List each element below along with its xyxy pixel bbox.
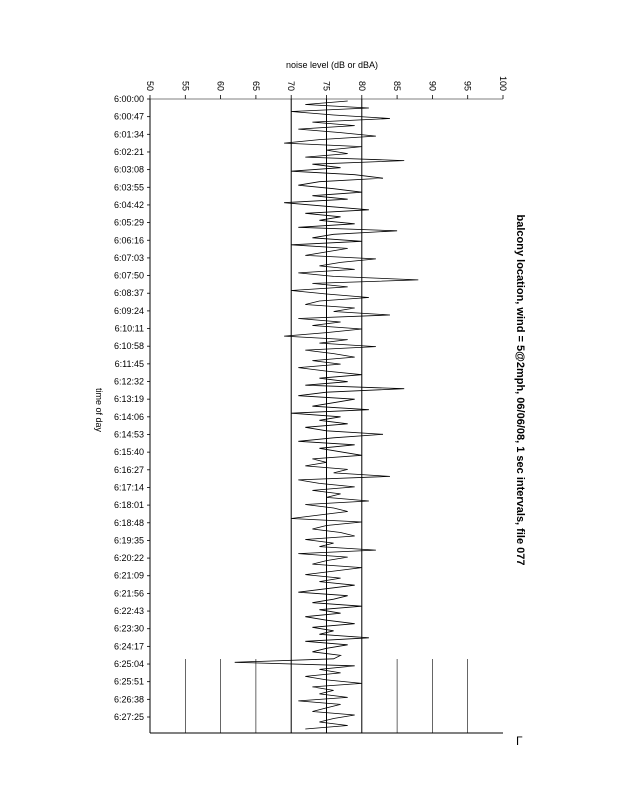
x-tick-label: 60 (215, 80, 226, 91)
y-tick-label: 6:12:32 (113, 376, 144, 387)
y-tick-label: 6:06:16 (113, 235, 144, 246)
y-tick-label: 6:24:17 (113, 641, 144, 652)
x-tick-label: 95 (462, 80, 473, 91)
y-tick-label: 6:22:43 (113, 606, 144, 617)
y-tick-label: 6:10:11 (114, 323, 144, 334)
y-tick-label: 6:20:22 (113, 553, 144, 564)
y-tick-label: 6:16:27 (113, 464, 144, 475)
y-tick-label: 6:25:04 (113, 659, 144, 670)
x-axis-title: noise level (dB or dBA) (285, 60, 379, 70)
y-tick-label: 6:07:50 (113, 270, 144, 281)
y-tick-label: 6:03:55 (113, 182, 144, 193)
y-tick-label: 6:18:01 (113, 500, 144, 511)
y-tick-label: 6:03:08 (113, 164, 144, 175)
y-tick-label: 6:13:19 (113, 394, 144, 405)
y-tick-label: 6:27:25 (113, 712, 144, 722)
y-tick-label: 6:05:29 (113, 217, 144, 228)
y-tick-label: 6:19:35 (113, 535, 144, 546)
y-tick-label: 6:23:30 (113, 623, 144, 634)
y-tick-label: 6:21:09 (113, 570, 144, 581)
y-tick-label: 6:00:00 (113, 94, 144, 104)
y-tick-label: 6:25:51 (113, 676, 144, 687)
y-tick-label: 6:02:21 (113, 146, 144, 157)
x-tick-label: 70 (286, 80, 297, 91)
y-tick-label: 6:07:03 (113, 252, 144, 263)
y-tick-label: 6:01:34 (113, 129, 144, 140)
x-tick-label: 50 (145, 80, 155, 91)
y-tick-label: 6:04:42 (113, 199, 144, 210)
x-tick-label: 85 (392, 80, 403, 91)
page-corner-mark: Γ (516, 734, 523, 748)
y-tick-label: 6:09:24 (113, 305, 144, 316)
x-tick-label: 100 (498, 75, 508, 91)
y-tick-label: 6:10:58 (113, 341, 144, 352)
y-tick-label: 6:18:48 (113, 517, 144, 528)
y-tick-label: 6:21:56 (113, 588, 144, 599)
y-tick-label: 6:14:06 (113, 411, 144, 422)
chart-title: balcony location, wind = 5@2mph, 06/06/08, 1 sec intervals, file 077 (514, 214, 526, 566)
x-tick-label: 55 (180, 80, 191, 91)
y-tick-label: 6:26:38 (113, 694, 144, 705)
y-tick-label: 6:14:53 (113, 429, 144, 440)
y-tick-label: 6:15:40 (113, 447, 144, 458)
x-tick-label: 90 (427, 80, 438, 91)
y-tick-label: 6:00:47 (113, 111, 144, 122)
y-tick-label: 6:08:37 (113, 288, 144, 299)
x-tick-label: 75 (321, 80, 332, 91)
x-tick-label: 65 (250, 80, 261, 91)
y-axis-title: time of day (94, 387, 104, 433)
y-tick-label: 6:11:45 (114, 358, 144, 369)
y-tick-label: 6:17:14 (113, 482, 144, 493)
x-tick-label: 80 (356, 80, 367, 91)
